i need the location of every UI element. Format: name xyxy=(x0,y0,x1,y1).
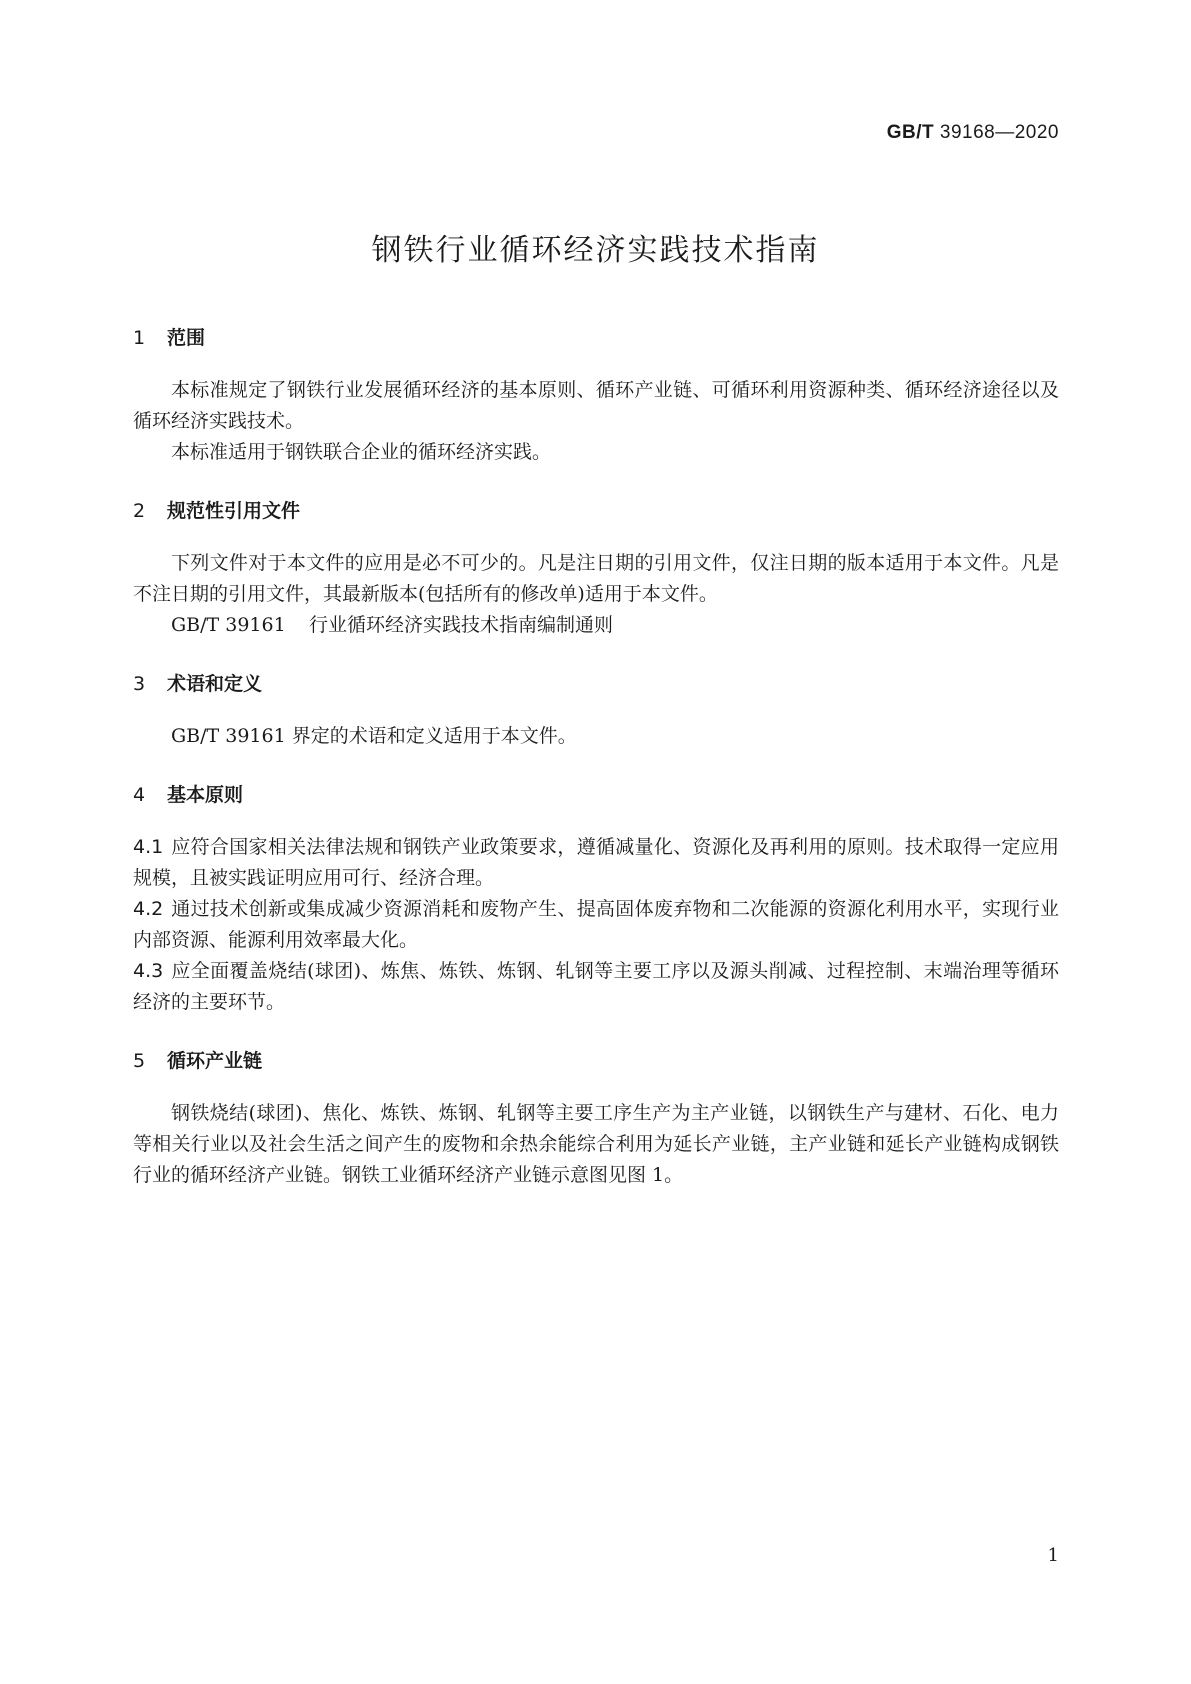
document-title: 钢铁行业循环经济实践技术指南 xyxy=(371,233,820,268)
section-title: 术语和定义 xyxy=(167,673,263,695)
reference-entry xyxy=(133,610,1059,641)
reference-code: GB/T 39161 xyxy=(171,614,286,636)
section-title: 范围 xyxy=(167,327,206,349)
section-title: 规范性引用文件 xyxy=(167,500,301,522)
section-title: 基本原则 xyxy=(167,784,244,806)
section-heading-normative-references xyxy=(133,498,1059,524)
standard-number: 39168—2020 xyxy=(939,122,1059,143)
clause-item xyxy=(133,894,1059,956)
paragraph: 本标准规定了钢铁行业发展循环经济的基本原则、循环产业链、可循环利用资源种类、循环经济途径以及循环经济实践技术。 xyxy=(133,379,1059,432)
section-number: 5 xyxy=(133,1050,146,1072)
section-number: 1 xyxy=(133,327,146,349)
reference-title: 行业循环经济实践技术指南编制通则 xyxy=(309,614,614,636)
paragraph: GB/T 39161 界定的术语和定义适用于本文件。 xyxy=(171,725,577,747)
clause-item xyxy=(133,956,1059,1018)
section-heading-basic-principles xyxy=(133,782,1059,808)
section-heading-terms xyxy=(133,671,1059,697)
clause-number: 4.2 xyxy=(133,898,164,920)
paragraph: 下列文件对于本文件的应用是必不可少的。凡是注日期的引用文件，仅注日期的版本适用于本文件。凡是不注日期的引用文件，其最新版本(包括所有的修改单)适用于本文件。 xyxy=(133,552,1059,605)
section-heading-industrial-chain xyxy=(133,1048,1059,1074)
section-heading-scope xyxy=(133,325,1059,351)
standard-prefix: GB/T xyxy=(886,122,935,143)
document-body xyxy=(133,325,1059,1191)
clause-item xyxy=(133,832,1059,894)
clause-text: 应全面覆盖烧结(球团)、炼焦、炼铁、炼钢、轧钢等主要工序以及源头削减、过程控制、末端治理等循环经济的主要环节。 xyxy=(133,960,1059,1013)
clause-text: 应符合国家相关法律法规和钢铁产业政策要求，遵循减量化、资源化及再利用的原则。技术取得一定应用规模，且被实践证明应用可行、经济合理。 xyxy=(133,836,1059,889)
section-number: 2 xyxy=(133,500,146,522)
page-number: 1 xyxy=(1047,1545,1059,1566)
clause-text: 通过技术创新或集成减少资源消耗和废物产生、提高固体废弃物和二次能源的资源化利用水平，实现行业内部资源、能源利用效率最大化。 xyxy=(133,898,1059,951)
paragraph: 钢铁烧结(球团)、焦化、炼铁、炼钢、轧钢等主要工序生产为主产业链，以钢铁生产与建材、石化、电力等相关行业以及社会生活之间产生的废物和余热余能综合利用为延长产业链，主产业链和延长产业链构成钢铁行业的循环经济产业链。钢铁工业循环经济产业链示意图见图 1。 xyxy=(133,1102,1059,1186)
section-number: 3 xyxy=(133,673,146,695)
paragraph: 本标准适用于钢铁联合企业的循环经济实践。 xyxy=(171,441,552,463)
clause-number: 4.3 xyxy=(133,960,164,982)
clause-number: 4.1 xyxy=(133,836,164,858)
standard-code xyxy=(887,122,1059,144)
section-title: 循环产业链 xyxy=(167,1050,263,1072)
section-number: 4 xyxy=(133,784,146,806)
